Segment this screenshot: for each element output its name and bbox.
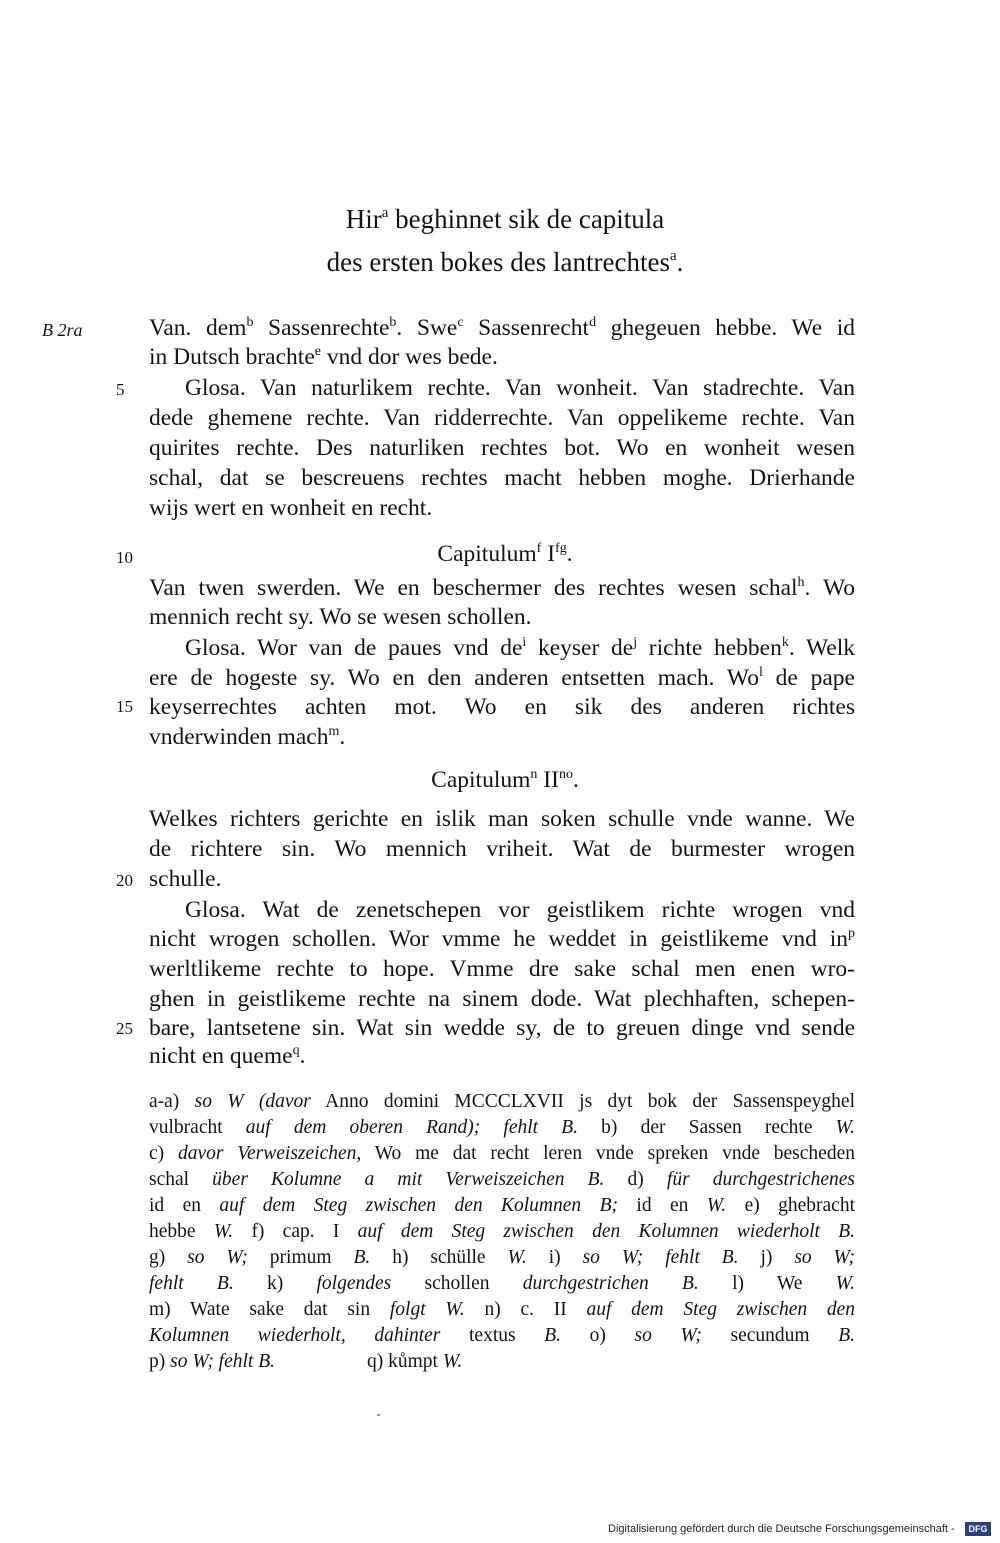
footnote-line: Kolumnen wiederholt, dahinter textus B. o) so W; secundum B. xyxy=(149,1325,856,1346)
line-number: 5 xyxy=(116,380,125,399)
text-line: Glosa. Van naturlikem rechte. Van wonheit. Van stadrechte. Van xyxy=(185,375,855,401)
footnote-line: c) davor Verweiszeichen, Wo me dat recht leren vnde spreken vnde bescheden xyxy=(149,1143,855,1164)
chapter-heading: Capitulum$^n$ $II^{no}$. xyxy=(431,767,579,793)
text-line: Glosa. Wat de zenetschepen vor geistlikem richte wrogen vnd xyxy=(185,897,855,923)
text-line: in Dutsch brachte$^e$ vnd dor wes bede. xyxy=(149,344,498,370)
line-number: 25 xyxy=(116,1019,133,1038)
chapter-heading: Capitulum$^f$ $I^{fg}$. xyxy=(437,541,573,567)
text-line: nicht en queme$^q$. xyxy=(149,1043,306,1069)
funding-notice: Digitalisierung gefördert durch die Deutsche Forschungsgemeinschaft - xyxy=(608,1523,955,1535)
scan-speck xyxy=(377,1414,380,1416)
text-line: ere de hogeste sy. Wo en den anderen entsetten mach. Wo$^l$ de pape xyxy=(149,665,855,691)
line-number: 10 xyxy=(116,548,133,567)
footnote-line: hebbe W. f) cap. I auf dem Steg zwischen den Kolumnen wiederholt B. xyxy=(149,1221,856,1242)
footnote-line: vulbracht auf dem oberen Rand); fehlt B. b) der Sassen rechte W. xyxy=(149,1117,855,1138)
text-line: Van. dem$^b$ Sassenrechte$^b$. Swe$^c$ Sassenrecht$^d$ ghegeuen hebbe. We id xyxy=(149,315,855,341)
text-line: nicht wrogen schollen. Wor vmme he weddet in geistlikeme vnd $in^p$ xyxy=(149,926,855,952)
text-line: keyserrechtes achten mot. Wo en sik des anderen richtes xyxy=(149,694,855,720)
footnote-line: m) Wate sake dat sin folgt W. n) c. II auf dem Steg zwischen den xyxy=(149,1299,856,1320)
text-line: schal, dat se bescreuens rechtes macht hebben moghe. Drierhande xyxy=(149,465,855,491)
text-line: de richtere sin. Wo mennich vriheit. Wat de burmester wrogen xyxy=(149,836,855,862)
text-line: mennich recht sy. Wo se wesen schollen. xyxy=(149,604,532,630)
text-line: vnderwinden mach$^m$. xyxy=(149,724,346,750)
dfg-logo: DFG xyxy=(965,1522,991,1536)
line-number: 20 xyxy=(116,871,133,890)
footnote-line: schal über Kolumne a mit Verweiszeichen B. d) für durchgestrichenes xyxy=(149,1169,856,1190)
text-line: werltlikeme rechte to hope. Vmme dre sake schal men enen wro- xyxy=(149,956,855,982)
text-line: Glosa. Wor van de paues vnd $de^i$ keyser $de^j$ richte hebben$^k$. Welk xyxy=(185,635,856,661)
footnote-line: id en auf dem Steg zwischen den Kolumnen B; id en W. e) ghebracht xyxy=(149,1195,855,1216)
manuscript-sigil: B 2ra xyxy=(42,320,83,340)
footnote-line: p) so W; fehlt B. q) kůmpt W. xyxy=(149,1351,463,1372)
footnote-line: fehlt B. k) folgendes schollen durchgestrichen B. l) We W. xyxy=(149,1273,856,1294)
footnote-line: a-a) so W (davor Anno domini MCCCLXVII js dyt bok der Sassenspeyghel xyxy=(149,1091,855,1112)
text-line: ghen in geistlikeme rechte na sinem dode. Wat plechhaften, schepen- xyxy=(149,986,855,1012)
line-number: 15 xyxy=(116,697,133,716)
text-line: Van twen swerden. We en beschermer des rechtes wesen schal$^h$. Wo xyxy=(149,575,855,601)
text-line: quirites rechte. Des naturliken rechtes bot. Wo en wonheit wesen xyxy=(149,435,855,461)
chapter-title-line-2: des ersten bokes des lantrechtes$^a$. xyxy=(326,247,684,277)
chapter-title-line-1: Hir$^a$ beghinnet sik de capitula xyxy=(345,204,665,234)
text-line: Welkes richters gerichte en islik man soken schulle vnde wanne. We xyxy=(149,806,855,832)
text-line: wijs wert en wonheit en recht. xyxy=(149,495,433,521)
footnote-line: g) so W; primum B. h) schülle W. i) so W; fehlt B. j) so W; xyxy=(149,1247,856,1268)
text-line: dede ghemene rechte. Van ridderrechte. Van oppelikeme rechte. Van xyxy=(149,405,855,431)
text-line: schulle. xyxy=(149,866,222,892)
text-line: bare, lantsetene sin. Wat sin wedde sy, de to greuen dinge vnd sende xyxy=(149,1015,855,1041)
